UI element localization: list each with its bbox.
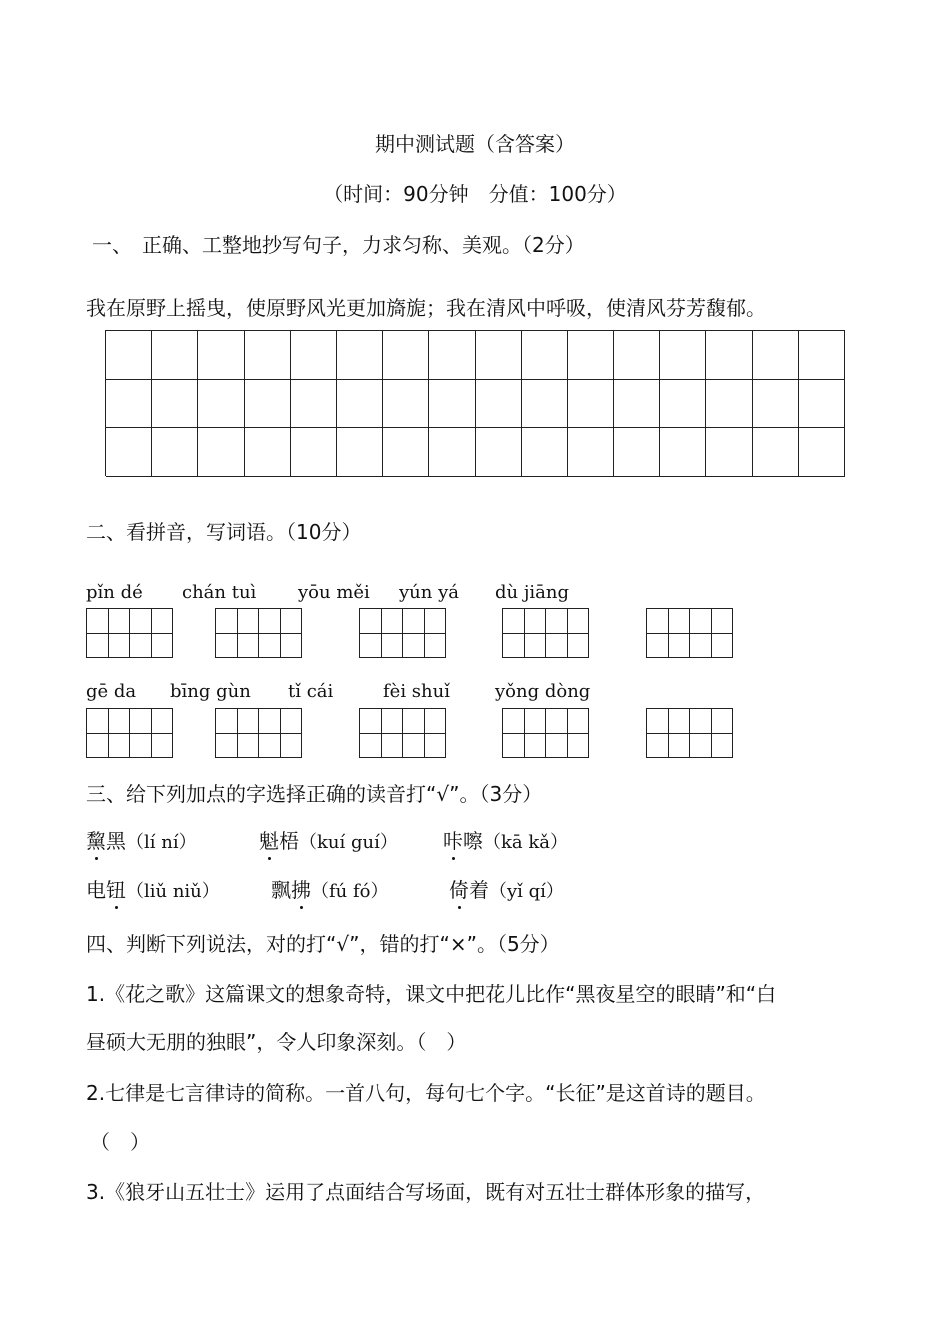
section2-heading: 二、看拼音，写词语。（10分）: [86, 520, 362, 544]
answer-box[interactable]: [215, 608, 302, 658]
pinyin-label: bīng gùn: [170, 681, 251, 702]
answer-box[interactable]: [86, 708, 173, 758]
section1-sentence: 我在原野上摇曳，使原野风光更加旖旎；我在清风中呼吸，使清风芬芳馥郁。: [86, 296, 766, 320]
pronunciation-item: 飘拂（fú fó）: [271, 878, 389, 902]
question-1-line-1: 1.《花之歌》这篇课文的想象奇特，课文中把花儿比作“黑夜星空的眼睛”和“白: [86, 982, 777, 1006]
pinyin-label: chán tuì: [182, 582, 257, 603]
answer-box[interactable]: [359, 708, 446, 758]
pronunciation-item: 咔嚓（kā kǎ）: [443, 829, 568, 853]
question-2-line-2: （ ）: [90, 1130, 150, 1154]
pronunciation-item: 魁梧（kuí guí）: [259, 829, 398, 853]
pinyin-label: dù jiāng: [495, 582, 570, 603]
pinyin-label: tǐ cái: [288, 681, 334, 702]
page-subtitle: （时间：90分钟 分值：100分）: [323, 182, 627, 206]
copy-writing-grid[interactable]: [105, 330, 845, 476]
question-1-line-2: 昼硕大无朋的独眼”，令人印象深刻。（ ）: [86, 1030, 467, 1054]
answer-box[interactable]: [502, 708, 589, 758]
pinyin-label: yǒng dòng: [495, 681, 591, 702]
section3-heading: 三、给下列加点的字选择正确的读音打“√”。（3分）: [86, 782, 543, 806]
pronunciation-item: 倚着（yǐ qí）: [449, 878, 564, 902]
pinyin-label: gē da: [86, 681, 137, 702]
pronunciation-item: 黧黑（lí ní）: [86, 829, 197, 853]
pinyin-label: fèi shuǐ: [383, 681, 450, 702]
answer-box[interactable]: [86, 608, 173, 658]
question-2-line-1: 2.七律是七言律诗的简称。一首八句，每句七个字。“长征”是这首诗的题目。: [86, 1081, 766, 1105]
question-3-line-1: 3.《狼牙山五壮士》运用了点面结合写场面，既有对五壮士群体形象的描写，: [86, 1180, 766, 1204]
page-title: 期中测试题（含答案）: [375, 132, 575, 156]
answer-box[interactable]: [215, 708, 302, 758]
pinyin-label: yún yá: [399, 582, 459, 603]
pronunciation-item: 电钮（liǔ niǔ）: [86, 878, 220, 902]
answer-box[interactable]: [502, 608, 589, 658]
answer-box[interactable]: [646, 608, 733, 658]
answer-box[interactable]: [359, 608, 446, 658]
section1-heading: 一、 正确、工整地抄写句子，力求匀称、美观。（2分）: [92, 233, 585, 257]
answer-box[interactable]: [646, 708, 733, 758]
pinyin-label: yōu měi: [298, 582, 370, 603]
pinyin-label: pǐn dé: [86, 582, 143, 603]
section4-heading: 四、判断下列说法，对的打“√”，错的打“×”。（5分）: [86, 932, 560, 956]
